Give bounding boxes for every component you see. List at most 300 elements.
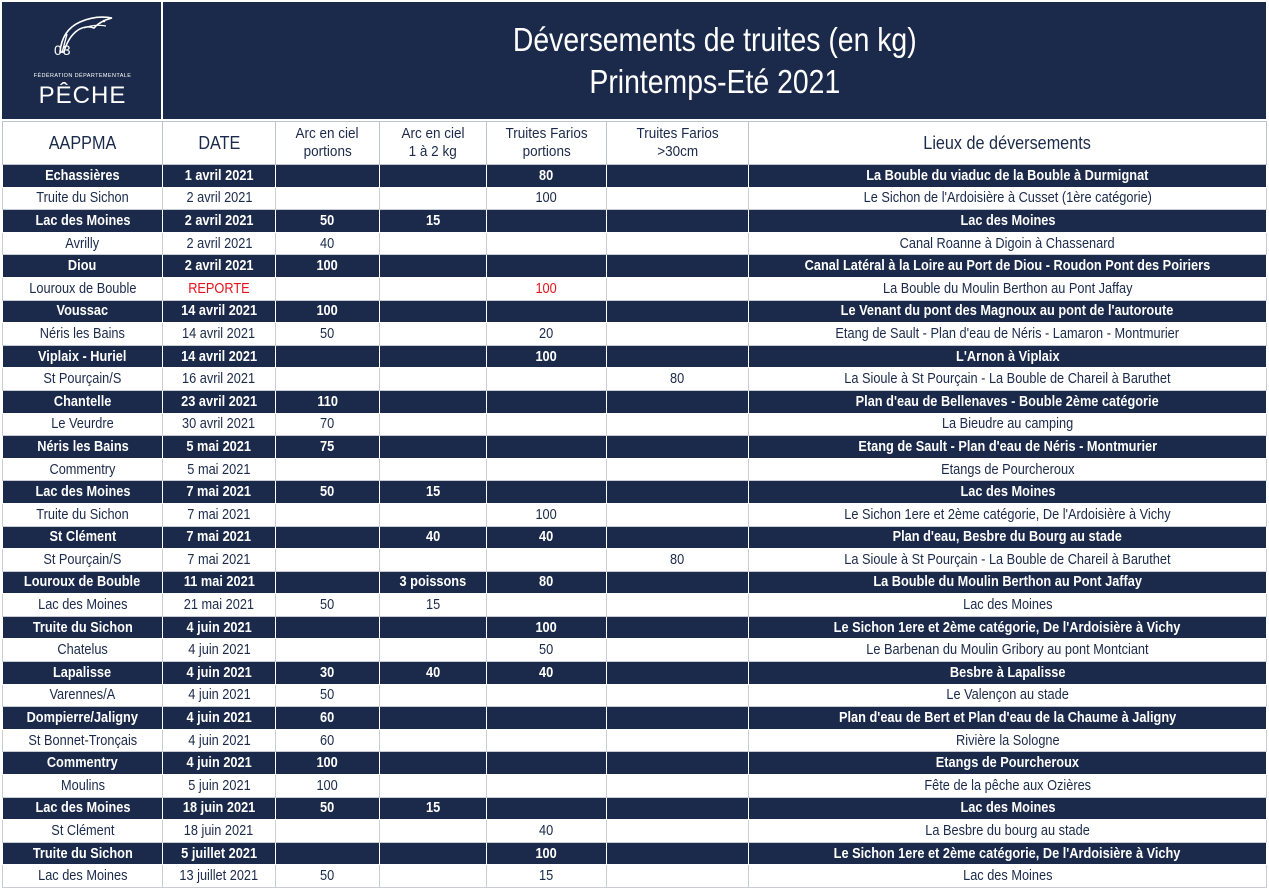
header: [2, 2, 1266, 119]
cell-arc-1-2kg: [380, 323, 487, 346]
cell-farios-30cm: [607, 820, 749, 843]
cell-arc-portions: [276, 300, 380, 323]
table-row: [3, 820, 1267, 843]
cell-date: [163, 662, 276, 685]
table-row: [3, 594, 1267, 617]
cell-lieu: [749, 684, 1267, 707]
cell-text: 2 avril 2021: [184, 258, 254, 275]
cell-farios-30cm: [607, 729, 749, 752]
cell-text: 4 juin 2021: [187, 687, 251, 704]
cell-text: 75: [320, 438, 335, 455]
cell-farios-30cm: [607, 503, 749, 526]
cell-text: 4 juin 2021: [186, 619, 252, 636]
cell-date: [163, 616, 276, 639]
cell-text: 80: [670, 371, 685, 388]
cell-date: [163, 232, 276, 255]
column-header-farios-30cm: [607, 122, 749, 165]
cell-farios-30cm: [607, 775, 749, 798]
cell-text: 60: [320, 710, 335, 727]
cell-arc-1-2kg: [380, 639, 487, 662]
cell-farios-portions: [487, 729, 607, 752]
page-title: Déversements de truites (en kg): [512, 20, 917, 58]
cell-arc-1-2kg: [380, 549, 487, 572]
cell-aappma: [3, 255, 163, 278]
cell-date: [163, 707, 276, 730]
cell-farios-portions: [487, 323, 607, 346]
cell-text: Voussac: [56, 303, 109, 320]
logo-number: 03: [54, 42, 72, 58]
table-row: [3, 752, 1267, 775]
cell-lieu: [749, 300, 1267, 323]
cell-text: Le Veurdre: [51, 416, 114, 433]
cell-text: Louroux de Bouble: [28, 280, 137, 297]
cell-farios-30cm: [607, 232, 749, 255]
cell-date: [163, 390, 276, 413]
cell-text: Truite du Sichon: [36, 506, 129, 523]
cell-farios-portions: [487, 481, 607, 504]
cell-farios-portions: [487, 865, 607, 888]
cell-text: Lac des Moines: [34, 800, 131, 817]
cell-arc-1-2kg: [380, 526, 487, 549]
cell-arc-1-2kg: [380, 277, 487, 300]
cell-farios-30cm: [607, 752, 749, 775]
cell-aappma: [3, 797, 163, 820]
cell-arc-1-2kg: [380, 594, 487, 617]
cell-lieu: [749, 752, 1267, 775]
cell-text: 7 mai 2021: [186, 484, 252, 501]
cell-lieu: [749, 277, 1267, 300]
cell-farios-portions: [487, 458, 607, 481]
cell-text: 100: [535, 280, 558, 297]
cell-text: Lac des Moines: [959, 800, 1056, 817]
cell-text: 50: [320, 687, 335, 704]
cell-text: 23 avril 2021: [181, 393, 257, 410]
cell-text: Fête de la pêche aux Ozières: [924, 777, 1091, 794]
cell-text: Louroux de Bouble: [24, 574, 141, 591]
cell-aappma: [3, 684, 163, 707]
cell-text: Dompierre/Jaligny: [26, 710, 139, 727]
column-header-lieux-label: Lieux de déversements: [923, 133, 1092, 153]
cell-farios-30cm: [607, 526, 749, 549]
table-row: [3, 729, 1267, 752]
cell-text: St Pourçain/S: [43, 551, 122, 568]
column-header-line: Arc en ciel: [401, 125, 465, 142]
cell-text: Avrilly: [65, 235, 100, 252]
cell-text: 100: [535, 506, 558, 523]
cell-date: [163, 639, 276, 662]
table-row: [3, 255, 1267, 278]
cell-text: 50: [320, 597, 335, 614]
cell-aappma: [3, 210, 163, 233]
cell-date: [163, 729, 276, 752]
cell-arc-1-2kg: [380, 729, 487, 752]
cell-aappma: [3, 662, 163, 685]
cell-text: Canal Latéral à la Loire au Port de Diou - Roudon Pont des Poiriers: [804, 258, 1211, 275]
cell-farios-portions: [487, 390, 607, 413]
cell-text: 50: [320, 212, 335, 229]
column-header-arc-portions: [276, 122, 380, 165]
table-row: [3, 436, 1267, 459]
cell-text: 100: [316, 303, 339, 320]
cell-text: 16 avril 2021: [182, 371, 256, 388]
cell-arc-1-2kg: [380, 707, 487, 730]
cell-farios-30cm: [607, 639, 749, 662]
table-row: [3, 526, 1267, 549]
cell-text: St Bonnet-Tronçais: [28, 732, 137, 749]
cell-text: Lac des Moines: [34, 212, 131, 229]
cell-lieu: [749, 390, 1267, 413]
column-header-line: Truites Farios: [636, 125, 719, 142]
cell-text: 100: [316, 258, 339, 275]
cell-arc-portions: [276, 323, 380, 346]
cell-text: 15: [425, 212, 441, 229]
cell-aappma: [3, 413, 163, 436]
cell-arc-1-2kg: [380, 662, 487, 685]
cell-arc-1-2kg: [380, 752, 487, 775]
cell-lieu: [749, 255, 1267, 278]
cell-date: [163, 368, 276, 391]
cell-lieu: [749, 549, 1267, 572]
cell-farios-30cm: [607, 368, 749, 391]
cell-date: [163, 300, 276, 323]
cell-farios-30cm: [607, 481, 749, 504]
cell-arc-portions: [276, 165, 380, 188]
cell-lieu: [749, 481, 1267, 504]
cell-text: La Bouble du Moulin Berthon au Pont Jaffay: [882, 280, 1133, 297]
table-row: [3, 458, 1267, 481]
stocking-table: [2, 121, 1267, 888]
cell-aappma: [3, 345, 163, 368]
cell-text: 100: [535, 619, 558, 636]
federation-logo: [2, 2, 163, 119]
cell-arc-1-2kg: [380, 865, 487, 888]
cell-farios-30cm: [607, 345, 749, 368]
cell-lieu: [749, 187, 1267, 210]
cell-lieu: [749, 232, 1267, 255]
cell-farios-30cm: [607, 277, 749, 300]
cell-arc-portions: [276, 345, 380, 368]
cell-text: 4 juin 2021: [186, 710, 252, 727]
cell-aappma: [3, 458, 163, 481]
column-header-line: portions: [522, 143, 571, 160]
table-row: [3, 775, 1267, 798]
cell-date: [163, 323, 276, 346]
cell-farios-portions: [487, 571, 607, 594]
cell-farios-30cm: [607, 707, 749, 730]
cell-text: Commentry: [47, 755, 118, 772]
column-header-line: portions: [303, 143, 352, 160]
cell-aappma: [3, 232, 163, 255]
cell-aappma: [3, 820, 163, 843]
cell-arc-portions: [276, 481, 380, 504]
cell-date: [163, 345, 276, 368]
cell-aappma: [3, 368, 163, 391]
cell-date: [163, 210, 276, 233]
cell-date: [163, 503, 276, 526]
cell-text: La Sioule à St Pourçain - La Bouble de Chareil à Baruthet: [844, 371, 1171, 388]
cell-lieu: [749, 526, 1267, 549]
cell-text: Plan d'eau, Besbre du Bourg au stade: [892, 529, 1123, 546]
cell-farios-portions: [487, 549, 607, 572]
table-row: [3, 187, 1267, 210]
cell-lieu: [749, 842, 1267, 865]
cell-date: [163, 752, 276, 775]
cell-text: 100: [316, 755, 339, 772]
cell-text: Etangs de Pourcheroux: [935, 755, 1080, 772]
column-header-date: [163, 122, 276, 165]
cell-date: [163, 594, 276, 617]
table-row: [3, 797, 1267, 820]
cell-text: 100: [535, 190, 558, 207]
cell-text: Truite du Sichon: [32, 845, 133, 862]
cell-arc-portions: [276, 232, 380, 255]
cell-farios-30cm: [607, 616, 749, 639]
table-row: [3, 503, 1267, 526]
cell-aappma: [3, 436, 163, 459]
cell-text: 1 avril 2021: [184, 167, 254, 184]
cell-farios-30cm: [607, 458, 749, 481]
cell-text: La Bieudre au camping: [941, 416, 1074, 433]
cell-arc-1-2kg: [380, 187, 487, 210]
table-row: [3, 571, 1267, 594]
cell-arc-portions: [276, 436, 380, 459]
table-row: [3, 300, 1267, 323]
cell-arc-1-2kg: [380, 481, 487, 504]
cell-lieu: [749, 865, 1267, 888]
column-header-line: >30cm: [657, 143, 698, 160]
table-row: [3, 165, 1267, 188]
cell-text: 21 mai 2021: [183, 597, 255, 614]
table-row: [3, 323, 1267, 346]
table-row: [3, 549, 1267, 572]
cell-arc-1-2kg: [380, 390, 487, 413]
cell-date: [163, 684, 276, 707]
cell-arc-portions: [276, 775, 380, 798]
table-row: [3, 345, 1267, 368]
cell-farios-30cm: [607, 165, 749, 188]
cell-aappma: [3, 549, 163, 572]
cell-arc-portions: [276, 255, 380, 278]
cell-lieu: [749, 165, 1267, 188]
cell-text: Rivière la Sologne: [955, 732, 1060, 749]
cell-arc-1-2kg: [380, 842, 487, 865]
cell-date: [163, 413, 276, 436]
cell-text: Néris les Bains: [36, 438, 129, 455]
cell-text: 7 mai 2021: [187, 551, 251, 568]
cell-text: Le Sichon 1ere et 2ème catégorie, De l'Ardoisière à Vichy: [834, 619, 1181, 636]
cell-farios-portions: [487, 684, 607, 707]
cell-farios-portions: [487, 210, 607, 233]
cell-aappma: [3, 300, 163, 323]
cell-arc-portions: [276, 842, 380, 865]
cell-text: 70: [320, 416, 335, 433]
cell-farios-portions: [487, 616, 607, 639]
document-page: [2, 2, 1266, 888]
cell-text: 40: [539, 823, 554, 840]
cell-lieu: [749, 662, 1267, 685]
table-row: [3, 616, 1267, 639]
cell-farios-portions: [487, 413, 607, 436]
cell-lieu: [749, 797, 1267, 820]
cell-text: 5 juillet 2021: [181, 845, 257, 862]
cell-farios-30cm: [607, 323, 749, 346]
cell-text: 40: [539, 529, 554, 546]
cell-aappma: [3, 752, 163, 775]
column-header-aappma-label: AAPPMA: [48, 133, 117, 153]
column-header-date-label: DATE: [197, 133, 240, 153]
cell-aappma: [3, 571, 163, 594]
cell-text: Chatelus: [57, 642, 108, 659]
cell-farios-30cm: [607, 255, 749, 278]
table-row: [3, 639, 1267, 662]
cell-arc-1-2kg: [380, 503, 487, 526]
cell-text: Canal Roanne à Digoin à Chassenard: [900, 235, 1115, 252]
cell-text: 80: [539, 574, 554, 591]
cell-text: 18 juin 2021: [184, 823, 254, 840]
cell-lieu: [749, 639, 1267, 662]
column-header-line: Truites Farios: [505, 125, 588, 142]
cell-farios-portions: [487, 232, 607, 255]
cell-farios-portions: [487, 277, 607, 300]
cell-arc-1-2kg: [380, 232, 487, 255]
cell-text: 50: [539, 642, 554, 659]
cell-text: 100: [535, 845, 558, 862]
title-banner: [163, 2, 1266, 119]
cell-arc-portions: [276, 503, 380, 526]
cell-text: Lapalisse: [53, 664, 112, 681]
cell-date: [163, 255, 276, 278]
cell-text: 5 juin 2021: [187, 777, 251, 794]
column-header-line: 1 à 2 kg: [408, 143, 458, 160]
cell-farios-30cm: [607, 413, 749, 436]
cell-arc-portions: [276, 390, 380, 413]
cell-lieu: [749, 345, 1267, 368]
cell-arc-1-2kg: [380, 255, 487, 278]
cell-date: [163, 775, 276, 798]
cell-farios-portions: [487, 503, 607, 526]
table-row: [3, 210, 1267, 233]
cell-text: Le Valençon au stade: [946, 687, 1069, 704]
column-header-lieux: [749, 122, 1267, 165]
cell-text: 50: [320, 800, 335, 817]
cell-farios-30cm: [607, 571, 749, 594]
cell-text: Lac des Moines: [959, 212, 1056, 229]
cell-date: [163, 165, 276, 188]
cell-text: St Clément: [50, 823, 115, 840]
cell-aappma: [3, 187, 163, 210]
cell-date: [163, 865, 276, 888]
cell-text: 11 mai 2021: [183, 574, 255, 591]
cell-text: 4 juin 2021: [187, 642, 251, 659]
cell-arc-portions: [276, 797, 380, 820]
cell-arc-portions: [276, 526, 380, 549]
cell-farios-30cm: [607, 842, 749, 865]
table-row: [3, 684, 1267, 707]
cell-text: 100: [316, 777, 339, 794]
cell-arc-1-2kg: [380, 571, 487, 594]
cell-text: Etang de Sault - Plan d'eau de Néris - Lamaron - Montmurier: [835, 325, 1180, 342]
page-subtitle: Printemps-Eté 2021: [589, 62, 840, 100]
cell-text: Le Venant du pont des Magnoux au pont de l'autoroute: [841, 303, 1174, 320]
table-row: [3, 707, 1267, 730]
table-row: [3, 842, 1267, 865]
cell-date: [163, 797, 276, 820]
cell-date: [163, 571, 276, 594]
cell-text: 7 mai 2021: [187, 506, 251, 523]
cell-text: Lac des Moines: [962, 868, 1053, 885]
cell-text: Plan d'eau de Bellenaves - Bouble 2ème catégorie: [855, 393, 1159, 410]
cell-text: 50: [320, 484, 335, 501]
cell-lieu: [749, 616, 1267, 639]
table-body: [3, 165, 1267, 888]
cell-text: Lac des Moines: [34, 484, 131, 501]
cell-text: 2 avril 2021: [184, 212, 254, 229]
cell-text: St Pourçain/S: [43, 371, 122, 388]
cell-farios-30cm: [607, 436, 749, 459]
cell-farios-portions: [487, 797, 607, 820]
cell-farios-portions: [487, 526, 607, 549]
cell-farios-30cm: [607, 300, 749, 323]
cell-text: Truite du Sichon: [36, 190, 129, 207]
cell-farios-portions: [487, 707, 607, 730]
cell-farios-30cm: [607, 662, 749, 685]
cell-arc-portions: [276, 707, 380, 730]
cell-lieu: [749, 458, 1267, 481]
cell-farios-portions: [487, 368, 607, 391]
cell-text: Etangs de Pourcheroux: [940, 461, 1075, 478]
cell-text: REPORTE: [188, 280, 250, 297]
cell-farios-portions: [487, 436, 607, 459]
cell-text: Etang de Sault - Plan d'eau de Néris - Montmurier: [858, 438, 1157, 455]
cell-arc-1-2kg: [380, 210, 487, 233]
column-header-farios-portions: [487, 122, 607, 165]
cell-aappma: [3, 594, 163, 617]
cell-text: 14 avril 2021: [182, 325, 256, 342]
cell-text: 15: [425, 484, 441, 501]
cell-text: Commentry: [49, 461, 116, 478]
cell-date: [163, 277, 276, 300]
table-header-row: [3, 122, 1267, 165]
cell-text: 14 avril 2021: [181, 303, 257, 320]
cell-arc-1-2kg: [380, 684, 487, 707]
cell-aappma: [3, 775, 163, 798]
cell-text: Le Barbenan du Moulin Gribory au pont Montciant: [866, 642, 1149, 659]
cell-text: 50: [320, 325, 335, 342]
cell-text: La Sioule à St Pourçain - La Bouble de Chareil à Baruthet: [844, 551, 1171, 568]
cell-text: 50: [320, 868, 335, 885]
cell-aappma: [3, 390, 163, 413]
cell-text: La Bouble du viaduc de la Bouble à Durmignat: [866, 167, 1149, 184]
cell-lieu: [749, 436, 1267, 459]
cell-lieu: [749, 594, 1267, 617]
cell-aappma: [3, 526, 163, 549]
cell-farios-30cm: [607, 594, 749, 617]
cell-arc-portions: [276, 571, 380, 594]
cell-text: 30: [320, 664, 335, 681]
cell-lieu: [749, 323, 1267, 346]
cell-text: Truite du Sichon: [32, 619, 133, 636]
cell-text: 4 juin 2021: [186, 755, 252, 772]
cell-text: Chantelle: [53, 393, 112, 410]
table-row: [3, 662, 1267, 685]
cell-arc-portions: [276, 639, 380, 662]
cell-text: Lac des Moines: [37, 868, 128, 885]
cell-farios-portions: [487, 752, 607, 775]
cell-aappma: [3, 616, 163, 639]
cell-text: 80: [670, 551, 685, 568]
cell-aappma: [3, 865, 163, 888]
logo-brand: PÊCHE: [38, 82, 127, 109]
